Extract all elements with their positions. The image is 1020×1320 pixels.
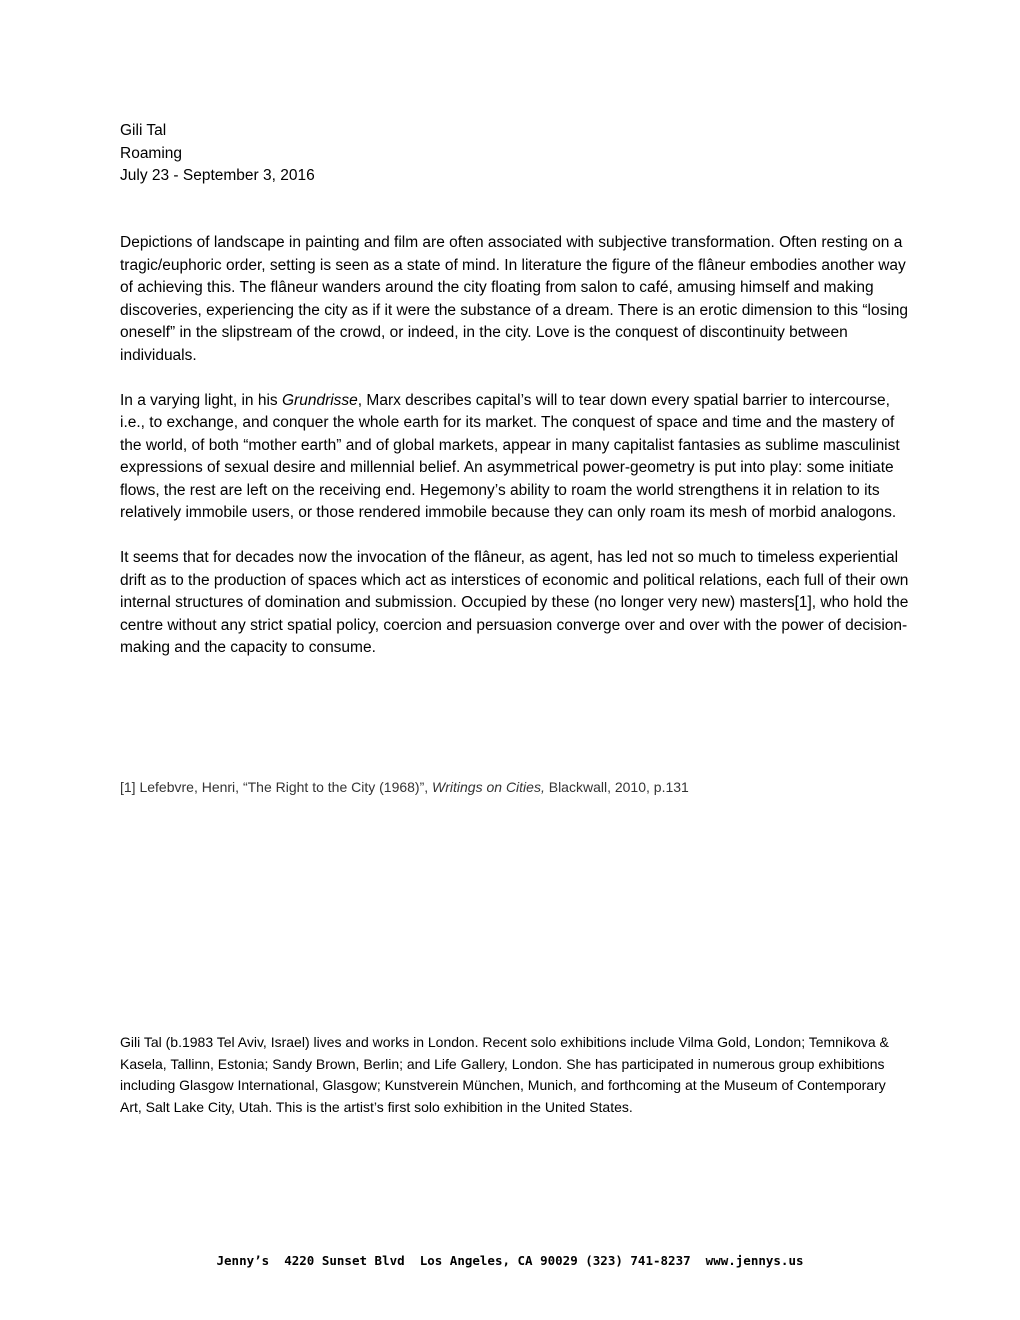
paragraph-1: Depictions of landscape in painting and film are often associated with subjective transformation. Often resting on a tragic/euphoric order, setting is seen as a state of mind. In literature the figure of the flâneur embodies another way of achieving this. The flâneur wanders around the city floating from salon to café, amusing himself and making discoveries, experiencing the city as if it were the substance of a dream. There is an erotic dimension to this “losing oneself” in the slipstream of the crowd, or indeed, in the city. Love is the conquest of discontinuity between individuals. bbox=[120, 234, 909, 364]
paragraph-2-text-b: , Marx describes capital’s will to tear down every spatial barrier to intercourse, i.e., to exchange, and conquer the whole earth for its market. The conquest of space and time and the mastery of the world, of both “mother earth” and of global markets, appear in many capitalist fantasies as sublime masculinist expressions of sexual desire and millennial belief. An asymmetrical power-geometry is put into play: some initiate flows, the rest are left on the receiving end. Hegemony’s ability to roam the world strengthens it in relation to its relatively immobile users, or those rendered immobile because they can only roam its mesh of morbid analogons. bbox=[120, 391, 900, 521]
footnote bbox=[120, 777, 910, 797]
footnote-italic-title: Writings on Cities, bbox=[432, 779, 545, 795]
paragraph-2-italic: Grundrisse bbox=[281, 391, 358, 409]
artist-name: Gili Tal bbox=[120, 122, 167, 139]
paragraph-2-text-a: In a varying light, in his bbox=[120, 391, 282, 409]
exhibition-title: Roaming bbox=[120, 144, 183, 162]
gallery-footer: Jenny’s 4220 Sunset Blvd Los Angeles, CA 90029 (323) 741-8237 www.jennys.us bbox=[216, 1253, 804, 1268]
paragraph-3: It seems that for decades now the invocation of the flâneur, as agent, has led not so much to timeless experiential drift as to the production of spaces which act as interstices of economic and political relations, each full of their own internal structures of domination and submission. Occupied by these (no longer very new) masters[1], who hold the centre without any strict spatial policy, coercion and persuasion converge over and over with the power of decision-making and the capacity to consume. bbox=[120, 549, 909, 656]
paragraph-2 bbox=[120, 390, 910, 525]
exhibition-header bbox=[120, 120, 315, 188]
artist-bio: Gili Tal (b.1983 Tel Aviv, Israel) lives and works in London. Recent solo exhibitions include Vilma Gold, London; Temnikova & Kasela, Tallinn, Estonia; Sandy Brown, Berlin; and Life Gallery, London. She has participated in numerous group exhibitions including Glasgow International, Glasgow; Kunstverein München, Munich, and forthcoming at the Museum of Contemporary Art, Salt Lake City, Utah. This is the artist’s first solo exhibition in the United States. bbox=[120, 1034, 889, 1115]
exhibition-dates: July 23 - September 3, 2016 bbox=[120, 167, 315, 184]
footnote-text-b: Blackwall, 2010, p.131 bbox=[544, 779, 689, 795]
footnote-text-a: [1] Lefebvre, Henri, “The Right to the City (1968)”, bbox=[120, 779, 433, 795]
press-release-text bbox=[120, 232, 910, 682]
